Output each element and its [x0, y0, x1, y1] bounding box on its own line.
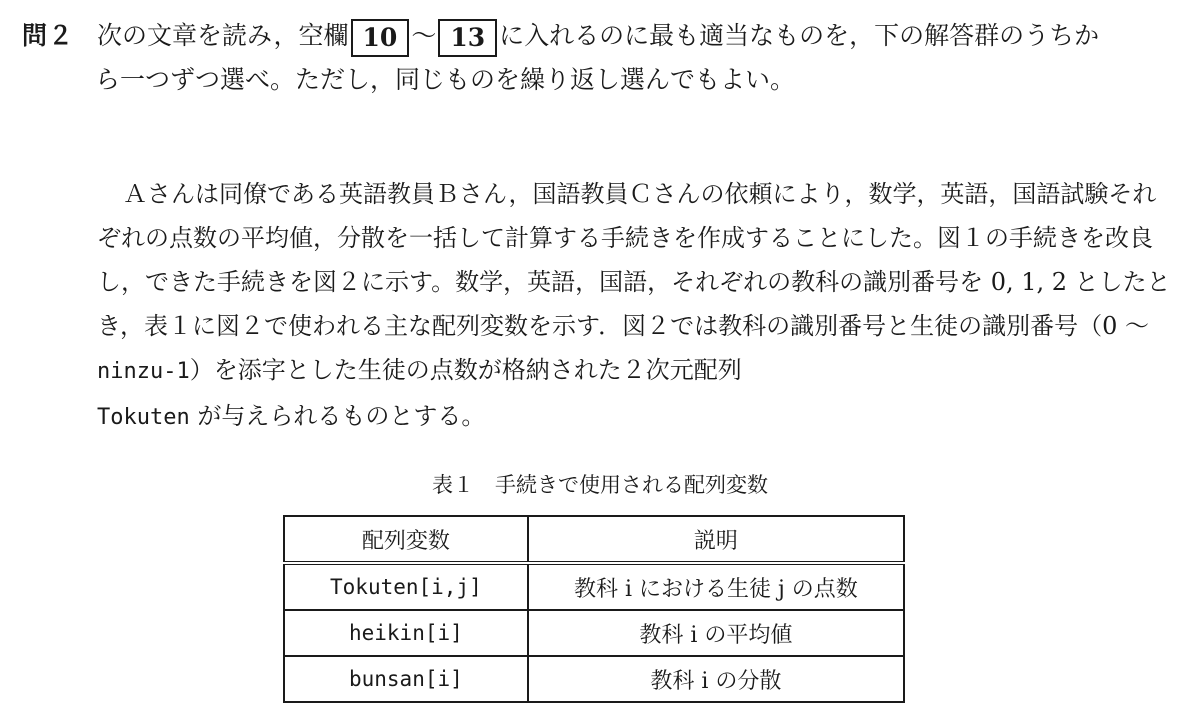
instruction-pre: 次の文章を読み，空欄 — [97, 21, 349, 50]
blank-box-end: 13 — [438, 19, 497, 57]
instruction-line2: ら一つずつ選べ。ただし，同じものを繰り返し選んでもよい。 — [95, 65, 796, 94]
code-ninzu: ninzu-1 — [97, 359, 190, 384]
passage — [97, 172, 1179, 440]
table-header-row — [284, 516, 904, 563]
cell-description: 教科 i における生徒 j の点数 — [528, 563, 904, 610]
passage-text-1: Ａさんは同僚である英語教員Ｂさん，国語教員Ｃさんの依頼により，数学，英語，国語試験それぞれの点数の平均値，分散を一括して計算する手続きを作成することにした。図１の手続きを改良し，できた手続きを図２に示す。数学，英語，国語，それぞれの教科の識別番号を 0, 1, 2 としたとき，表１に図２で使われる主な配列変数を示す．図２では教科の識別番号と生徒の識別番号（0 〜 — [97, 180, 1171, 340]
cell-description: 教科 i の平均値 — [528, 610, 904, 656]
cell-variable: bunsan[i] — [284, 656, 528, 702]
blank-box-start: 10 — [351, 19, 410, 57]
cell-description: 教科 i の分散 — [528, 656, 904, 702]
tilde: 〜 — [411, 21, 437, 50]
passage-text-2: ）を添字とした生徒の点数が格納された２次元配列 — [189, 356, 742, 384]
table-row — [284, 610, 904, 656]
instruction-post: に入れるのに最も適当なものを，下の解答群のうちか — [499, 21, 1100, 50]
question-number: 問２ — [22, 21, 75, 50]
passage-text-3: が与えられるものとする。 — [197, 402, 486, 430]
table-row — [284, 563, 904, 610]
cell-variable: Tokuten[i,j] — [284, 563, 528, 610]
header-description: 説明 — [528, 516, 904, 563]
code-tokuten: Tokuten — [97, 405, 190, 430]
table-row — [284, 656, 904, 702]
cell-variable: heikin[i] — [284, 610, 528, 656]
passage-paragraph — [97, 172, 1179, 440]
question-instruction — [97, 14, 1187, 102]
array-variable-table — [283, 515, 905, 703]
table-caption: 表１ 手続きで使用される配列変数 — [432, 473, 768, 497]
header-variable: 配列変数 — [284, 516, 528, 563]
